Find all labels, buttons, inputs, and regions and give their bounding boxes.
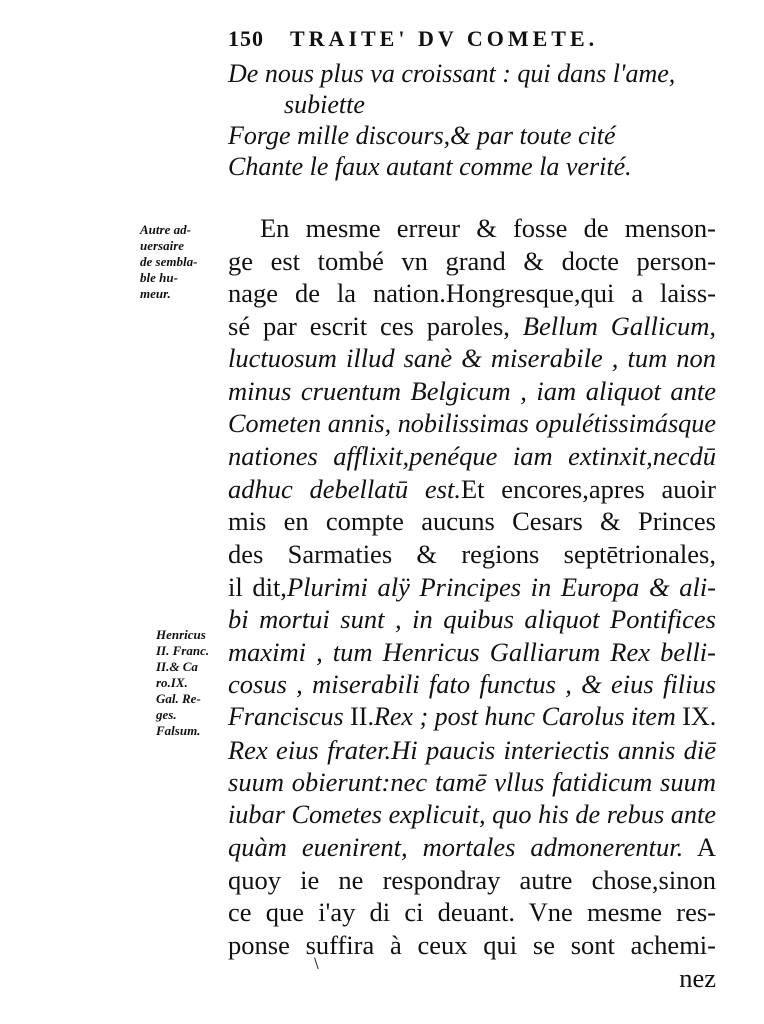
text-line: [228, 505, 716, 538]
text-line: [228, 212, 716, 245]
italic-segment: adhuc debellatū est.: [228, 473, 461, 504]
margin-note-kings: [156, 627, 209, 739]
italic-segment: Franciscus: [228, 701, 351, 731]
verse-line: subiette: [284, 90, 365, 119]
text-line: [228, 375, 716, 408]
text-line: [228, 342, 716, 375]
text-line: [228, 962, 716, 995]
italic-segment: Bellum Gallicum,: [522, 310, 716, 341]
roman-segment: IX.: [682, 701, 717, 731]
text-line: [228, 636, 716, 669]
italic-segment: quàm euenirent, mortales admonerentur.: [228, 832, 684, 863]
italic-segment: Rex ; post hunc Carolus item: [373, 701, 683, 731]
text-line: [228, 277, 716, 310]
roman-segment: A: [683, 832, 716, 863]
margin-note-line: ro.IX.: [156, 675, 188, 690]
italic-segment: Cometen annis, nobilissimas opulétissimásque: [228, 408, 716, 438]
roman-segment: ponse suffira à ceux qui se sont achemi-: [228, 930, 716, 961]
margin-note-adversary: [140, 222, 197, 302]
margin-note-line: Henricus: [156, 627, 206, 642]
text-line: [228, 831, 716, 864]
roman-segment: En mesme erreur & fosse de menson-: [260, 213, 716, 243]
roman-segment: quoy ie ne respondray autre chose,sinon: [228, 864, 716, 895]
text-line: [228, 864, 716, 897]
verse-line: De nous plus va croissant : qui dans l'ame,: [228, 59, 676, 88]
roman-segment: II.: [350, 701, 374, 731]
text-line: [228, 799, 716, 832]
roman-segment: il dit,: [228, 571, 287, 602]
italic-segment: minus cruentum Belgicum , iam aliquot ante: [228, 375, 716, 406]
margin-note-line: meur.: [140, 286, 171, 301]
margin-note-line: ble hu-: [140, 270, 178, 285]
italic-segment: cosus , miserabili fato functus , & eius filius: [228, 669, 716, 700]
text-line: [228, 603, 716, 636]
text-line: [228, 896, 716, 929]
margin-note-line: Autre ad-: [140, 222, 191, 237]
text-line: [228, 538, 716, 571]
verse-line: Chante le faux autant comme la verité.: [228, 152, 632, 181]
italic-segment: suum obierunt:nec tamē vllus fatidicum suum: [228, 767, 716, 798]
italic-segment: Plurimi alÿ Principes in Europa & ali-: [286, 571, 717, 602]
margin-note-line: II. Franc.: [156, 643, 210, 658]
italic-segment: Rex eius frater.Hi paucis interiectis annis diē: [228, 734, 716, 765]
italic-segment: bi mortui sunt , in quibus aliquot Pontifices: [228, 604, 716, 635]
roman-segment: nez: [679, 962, 716, 993]
running-header: [228, 26, 598, 52]
text-line: [228, 701, 716, 734]
main-text-block: [228, 212, 716, 994]
running-title: TRAITE' DV COMETE.: [290, 26, 599, 51]
margin-note-line: Gal. Re-: [156, 691, 201, 706]
page-number: 150: [228, 26, 264, 51]
roman-segment: des Sarmaties & regions septētrionales,: [228, 538, 716, 569]
text-line: [228, 310, 716, 343]
text-line: [228, 245, 716, 278]
text-line: [228, 473, 716, 506]
roman-segment: Et encores,apres auoir: [460, 473, 716, 504]
text-line: [228, 440, 716, 473]
roman-segment: mis en compte aucuns Cesars & Princes: [228, 506, 716, 537]
margin-note-line: ges.: [156, 707, 177, 722]
margin-note-line: Falsum.: [156, 723, 201, 738]
verse-line: Forge mille discours,& par toute cité: [228, 121, 616, 150]
italic-segment: nationes afflixit,penéque iam extinxit,necdū: [228, 441, 716, 472]
verse-quotation: [228, 58, 675, 182]
stray-mark: \: [314, 956, 319, 972]
text-line: [228, 929, 716, 962]
roman-segment: ge est tombé vn grand & docte person-: [228, 245, 716, 276]
roman-segment: ce que i'ay di ci deuant. Vne mesme res-: [228, 897, 716, 928]
italic-segment: luctuosum illud sanè & miserabile , tum non: [228, 343, 716, 374]
text-line: [228, 734, 716, 767]
margin-note-line: II.& Ca: [156, 659, 198, 674]
text-line: [228, 408, 716, 441]
text-line: [228, 766, 716, 799]
text-line: [228, 668, 716, 701]
margin-note-line: uersaire: [140, 238, 185, 253]
roman-segment: nage de la nation.Hongresque,qui a laiss-: [228, 278, 716, 309]
text-line: [228, 571, 716, 604]
roman-segment: sé par escrit ces paroles,: [228, 310, 523, 341]
margin-note-line: de sembla-: [140, 254, 198, 269]
italic-segment: iubar Cometes explicuit, quo his de rebus ante: [228, 799, 716, 829]
italic-segment: maximi , tum Henricus Galliarum Rex belli-: [228, 636, 716, 667]
